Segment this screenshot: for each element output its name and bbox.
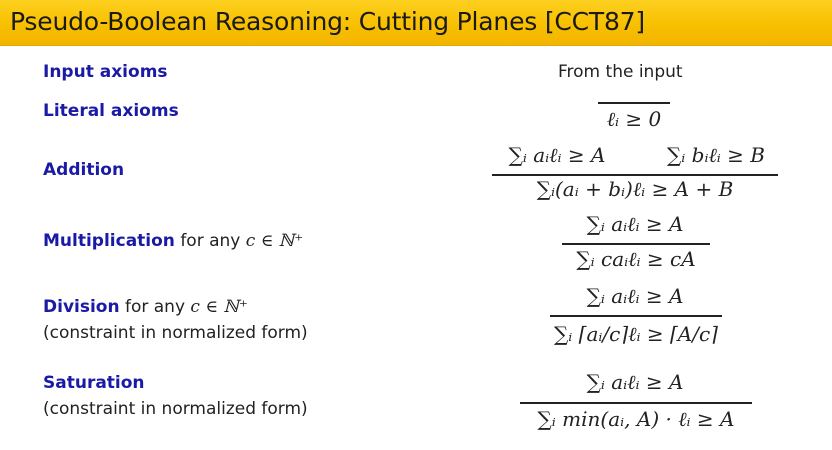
rule-conclusion: ∑ᵢ min(aᵢ, A) · ℓᵢ ≥ A [537,407,735,431]
rule-premise: ∑ᵢ aᵢℓᵢ ≥ A [586,284,684,308]
rule-name: Addition [43,160,125,180]
rule-name: Literal axioms [43,101,179,121]
rule-conclusion: ℓᵢ ≥ 0 [606,107,662,131]
rule-saturation-label [43,373,145,393]
rule-multiplication-label [43,231,303,251]
rule-premise: ∑ᵢ bᵢℓᵢ ≥ B [666,143,765,167]
rule-literal-axioms-label [43,101,179,121]
rule-input-axioms-source: From the input [558,62,683,82]
rule-premise: ∑ᵢ aᵢℓᵢ ≥ A [586,212,684,236]
rule-conclusion: ∑ᵢ caᵢℓᵢ ≥ cA [576,247,696,271]
rule-note: (constraint in normalized form) [43,399,308,419]
rule-name: Saturation [43,373,145,393]
rule-name: Multiplication [43,231,175,251]
slide-title: Pseudo-Boolean Reasoning: Cutting Planes [CCT87] [10,7,645,36]
rule-qualifier: for any [119,297,191,317]
inference-line [550,315,722,317]
rule-note: (constraint in normalized form) [43,323,308,343]
rule-input-axioms-label [43,62,168,82]
rule-name: Division [43,297,120,317]
rule-name: Input axioms [43,62,168,82]
rule-condition: c ∈ ℕ⁺ [190,297,248,317]
rule-qualifier: for any [174,231,246,251]
inference-line [562,243,710,245]
inference-line [598,102,670,104]
inference-line [492,174,778,176]
rule-premise: ∑ᵢ aᵢℓᵢ ≥ A [586,370,684,394]
rule-condition: c ∈ ℕ⁺ [245,231,304,251]
rule-division-label [43,297,248,317]
rule-premise: ∑ᵢ aᵢℓᵢ ≥ A [508,143,606,167]
rule-conclusion: ∑ᵢ(aᵢ + bᵢ)ℓᵢ ≥ A + B [536,177,734,201]
inference-line [520,402,752,404]
slide-title-bar [0,0,832,46]
rule-conclusion: ∑ᵢ ⌈aᵢ/c⌉ℓᵢ ≥ ⌈A/c⌉ [554,322,718,346]
rule-addition-label [43,160,124,180]
